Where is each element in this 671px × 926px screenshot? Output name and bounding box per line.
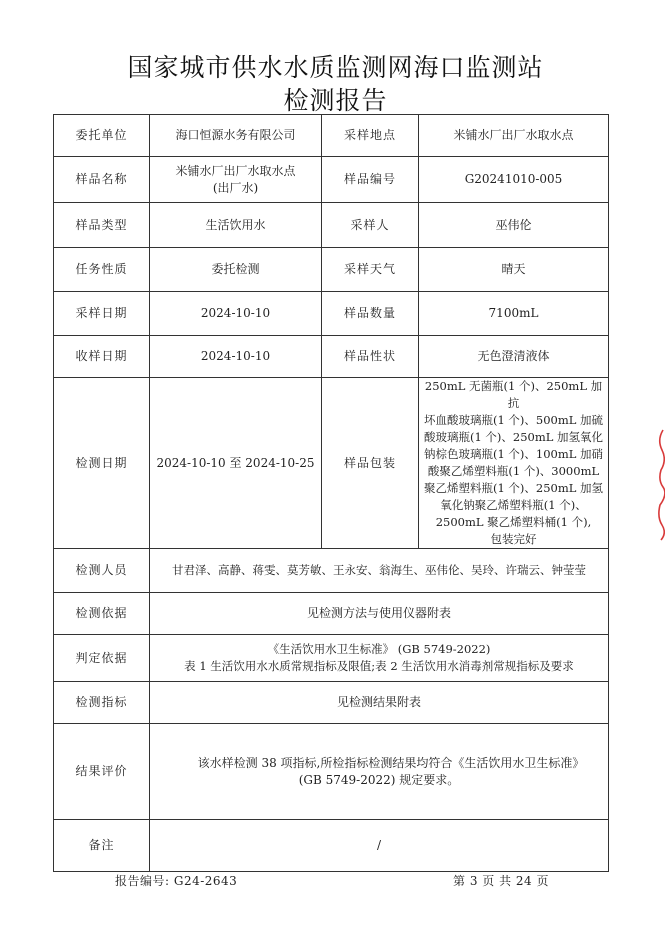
sample-name-line1: 米铺水厂出厂水取水点 xyxy=(175,163,296,178)
sample-number-value: G20241010-005 xyxy=(419,157,609,203)
inspectors-value: 甘君泽、高静、蒋雯、莫芳敏、王永安、翁海生、巫伟伦、吴玲、许瑞云、钟莹莹 xyxy=(150,549,609,593)
table-row-test-date xyxy=(54,378,609,549)
test-date-label: 检测日期 xyxy=(54,378,150,549)
weather-value: 晴天 xyxy=(419,248,609,292)
table-row-evaluation xyxy=(54,724,609,820)
table-row-sampling-date xyxy=(54,292,609,336)
task-nature-value: 委托检测 xyxy=(150,248,322,292)
package-line: 钠棕色玻璃瓶(1 个)、100mL 加硝 xyxy=(423,447,604,461)
sample-quantity-label: 样品数量 xyxy=(322,292,419,336)
client-value: 海口恒源水务有限公司 xyxy=(150,115,322,157)
sample-package-value xyxy=(419,378,609,549)
judgement-line1: 《生活饮用水卫生标准》 (GB 5749-2022) xyxy=(267,642,491,656)
evaluation-line1-text: 该水样检测 38 项指标,所检指标检测结果均符合《生活饮用水卫生标准》 xyxy=(197,755,585,770)
report-table xyxy=(53,114,609,872)
table-row-task-nature xyxy=(54,248,609,292)
table-row-receipt-date xyxy=(54,336,609,378)
basis-label: 检测依据 xyxy=(54,593,150,635)
report-number: 报告编号: G24-2643 xyxy=(115,874,238,888)
table-row-sample-type xyxy=(54,203,609,248)
sample-name-value xyxy=(150,157,322,203)
evaluation-line1 xyxy=(153,755,605,772)
task-nature-label: 任务性质 xyxy=(54,248,150,292)
client-label: 委托单位 xyxy=(54,115,150,157)
package-line: 聚乙烯塑料瓶(1 个)、250mL 加氢 xyxy=(423,481,604,495)
table-row-sample-name xyxy=(54,157,609,203)
sampling-date-label: 采样日期 xyxy=(54,292,150,336)
sampler-value: 巫伟伦 xyxy=(419,203,609,248)
package-line: 2500mL 聚乙烯塑料桶(1 个), xyxy=(435,515,592,529)
judgement-label: 判定依据 xyxy=(54,635,150,682)
sample-package-label: 样品包装 xyxy=(322,378,419,549)
table-row-inspectors xyxy=(54,549,609,593)
evaluation-value xyxy=(150,724,609,820)
table-row-remarks xyxy=(54,820,609,872)
table-row-indicators xyxy=(54,682,609,724)
package-line: 酸玻璃瓶(1 个)、250mL 加氢氧化 xyxy=(423,430,604,444)
indicators-value: 见检测结果附表 xyxy=(150,682,609,724)
sample-type-label: 样品类型 xyxy=(54,203,150,248)
inspectors-label: 检测人员 xyxy=(54,549,150,593)
test-date-value: 2024-10-10 至 2024-10-25 xyxy=(150,378,322,549)
sample-name-line2: (出厂水) xyxy=(212,180,259,195)
sample-number-label: 样品编号 xyxy=(322,157,419,203)
report-title-line2: 检测报告 xyxy=(283,86,388,115)
page-info: 第 3 页 共 24 页 xyxy=(453,874,549,888)
receipt-date-value: 2024-10-10 xyxy=(150,336,322,378)
package-line: 坏血酸玻璃瓶(1 个)、500mL 加硫 xyxy=(423,413,604,427)
seal-edge-mark xyxy=(655,425,665,545)
remarks-value: / xyxy=(150,820,609,872)
package-line: 250mL 无菌瓶(1 个)、250mL 加抗 xyxy=(424,379,603,410)
sample-quantity-value: 7100mL xyxy=(419,292,609,336)
remarks-label: 备注 xyxy=(54,820,150,872)
evaluation-label: 结果评价 xyxy=(54,724,150,820)
table-row-judgement xyxy=(54,635,609,682)
basis-value: 见检测方法与使用仪器附表 xyxy=(150,593,609,635)
table-row-basis xyxy=(54,593,609,635)
sampling-date-value: 2024-10-10 xyxy=(150,292,322,336)
sampling-site-value: 米铺水厂出厂水取水点 xyxy=(419,115,609,157)
sample-state-value: 无色澄清液体 xyxy=(419,336,609,378)
sample-state-label: 样品性状 xyxy=(322,336,419,378)
weather-label: 采样天气 xyxy=(322,248,419,292)
table-row-client xyxy=(54,115,609,157)
receipt-date-label: 收样日期 xyxy=(54,336,150,378)
evaluation-line2: (GB 5749-2022) 规定要求。 xyxy=(298,772,460,787)
indicators-label: 检测指标 xyxy=(54,682,150,724)
judgement-line2: 表 1 生活饮用水水质常规指标及限值;表 2 生活饮用水消毒剂常规指标及要求 xyxy=(184,659,574,673)
sample-name-label: 样品名称 xyxy=(54,157,150,203)
package-line: 酸聚乙烯塑料瓶(1 个)、3000mL xyxy=(427,464,600,478)
sampler-label: 采样人 xyxy=(322,203,419,248)
report-title-line1: 国家城市供水水质监测网海口监测站 xyxy=(127,53,544,82)
sampling-site-label: 采样地点 xyxy=(322,115,419,157)
package-line: 包装完好 xyxy=(490,532,537,546)
sample-type-value: 生活饮用水 xyxy=(150,203,322,248)
package-line: 氧化钠聚乙烯塑料瓶(1 个)、 xyxy=(440,498,587,512)
judgement-value xyxy=(150,635,609,682)
